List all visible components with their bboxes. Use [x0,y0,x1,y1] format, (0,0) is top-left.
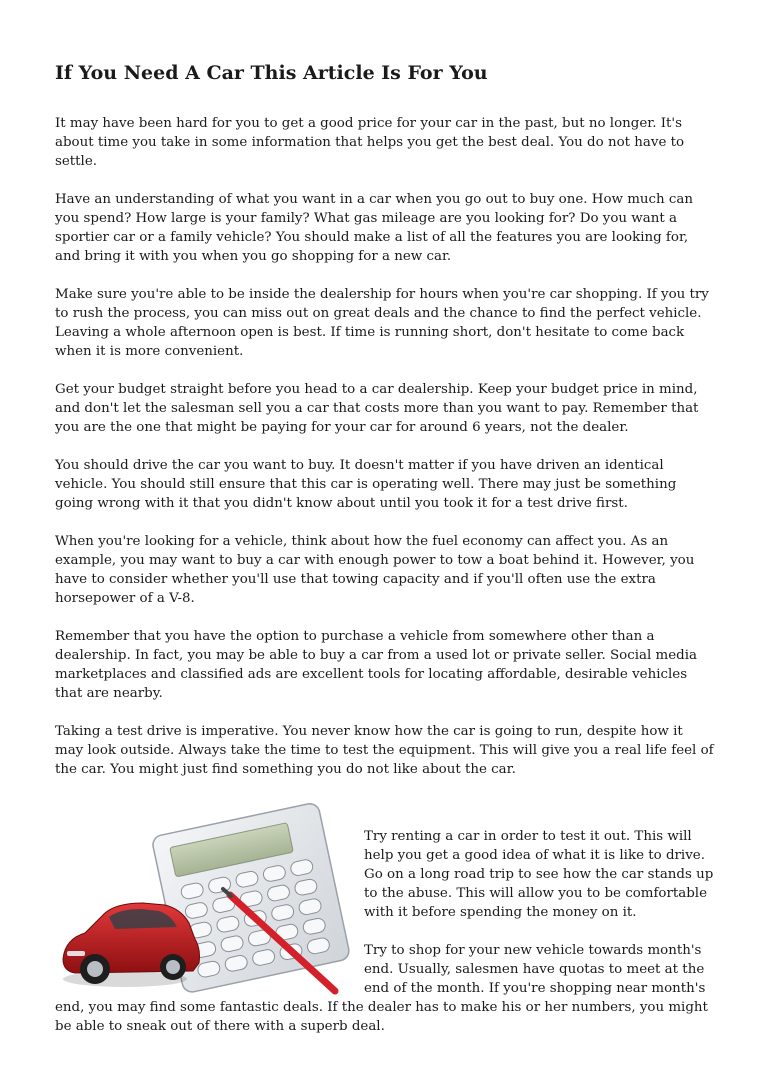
figure-section [55,799,715,1036]
paragraph: Get your budget straight before you head to a car dealership. Keep your budget price in mind, and don't let the salesman sell you a car that costs more than you want to pay. Remember that you are the one that might be paying for your car for around 6 years, not the dealer. [55,382,699,435]
paragraph: When you're looking for a vehicle, think about how the fuel economy can affect you. As an example, you may want to buy a car with enough power to tow a boat behind it. However, you have to consider whether you'll use that towing capacity and if you'll often use the extra horsepower of a V-8. [55,534,695,606]
article-title: If You Need A Car This Article Is For You [55,62,488,84]
paragraph: Try renting a car in order to test it out. This will help you get a good idea of what it is like to drive. Go on a long road trip to see how the car stands up to the abuse. This will allow you to be comfortable with it before spending the money on it. [364,829,714,920]
car-calculator-illustration [55,799,355,995]
article [55,58,715,1055]
paragraph: It may have been hard for you to get a good price for your car in the past, but no longer. It's about time you take in some information that helps you get the best deal. You do not have to settle. [55,116,685,169]
car-calculator-image [55,799,355,995]
paragraph: Remember that you have the option to purchase a vehicle from somewhere other than a dealership. In fact, you may be able to buy a car from a used lot or private seller. Social media marketplaces and classified ads are excellent tools for locating affordable, desirable vehicles that are nearby. [55,629,697,701]
paragraph: You should drive the car you want to buy. It doesn't matter if you have driven an identical vehicle. You should still ensure that this car is operating well. There may just be something going wrong with it that you didn't know about until you took it for a test drive first. [55,458,677,511]
paragraph: Try to shop for your new vehicle towards month's end. Usually, salesmen have quotas to meet at the end of the month. If you're shopping near month's end, you may find some fantastic deals. If the dealer has to make his or her numbers, you might be able to sneak out of there with a superb deal. [55,943,708,1034]
paragraph: Taking a test drive is imperative. You never know how the car is going to run, despite how it may look outside. Always take the time to test the equipment. This will give you a real life feel of the car. You might just find something you do not like about the car. [55,724,714,777]
red-car [63,903,200,987]
paragraph: Make sure you're able to be inside the dealership for hours when you're car shopping. If you try to rush the process, you can miss out on great deals and the chance to find the perfect vehicle. Leaving a whole afternoon open is best. If time is running short, don't hesitate to come back when it is more convenient. [55,287,709,359]
paragraph: Have an understanding of what you want in a car when you go out to buy one. How much can you spend? How large is your family? What gas mileage are you looking for? Do you want a sportier car or a family vehicle? You should make a list of all the features you are looking for, and bring it with you when you go shopping for a new car. [55,192,694,264]
